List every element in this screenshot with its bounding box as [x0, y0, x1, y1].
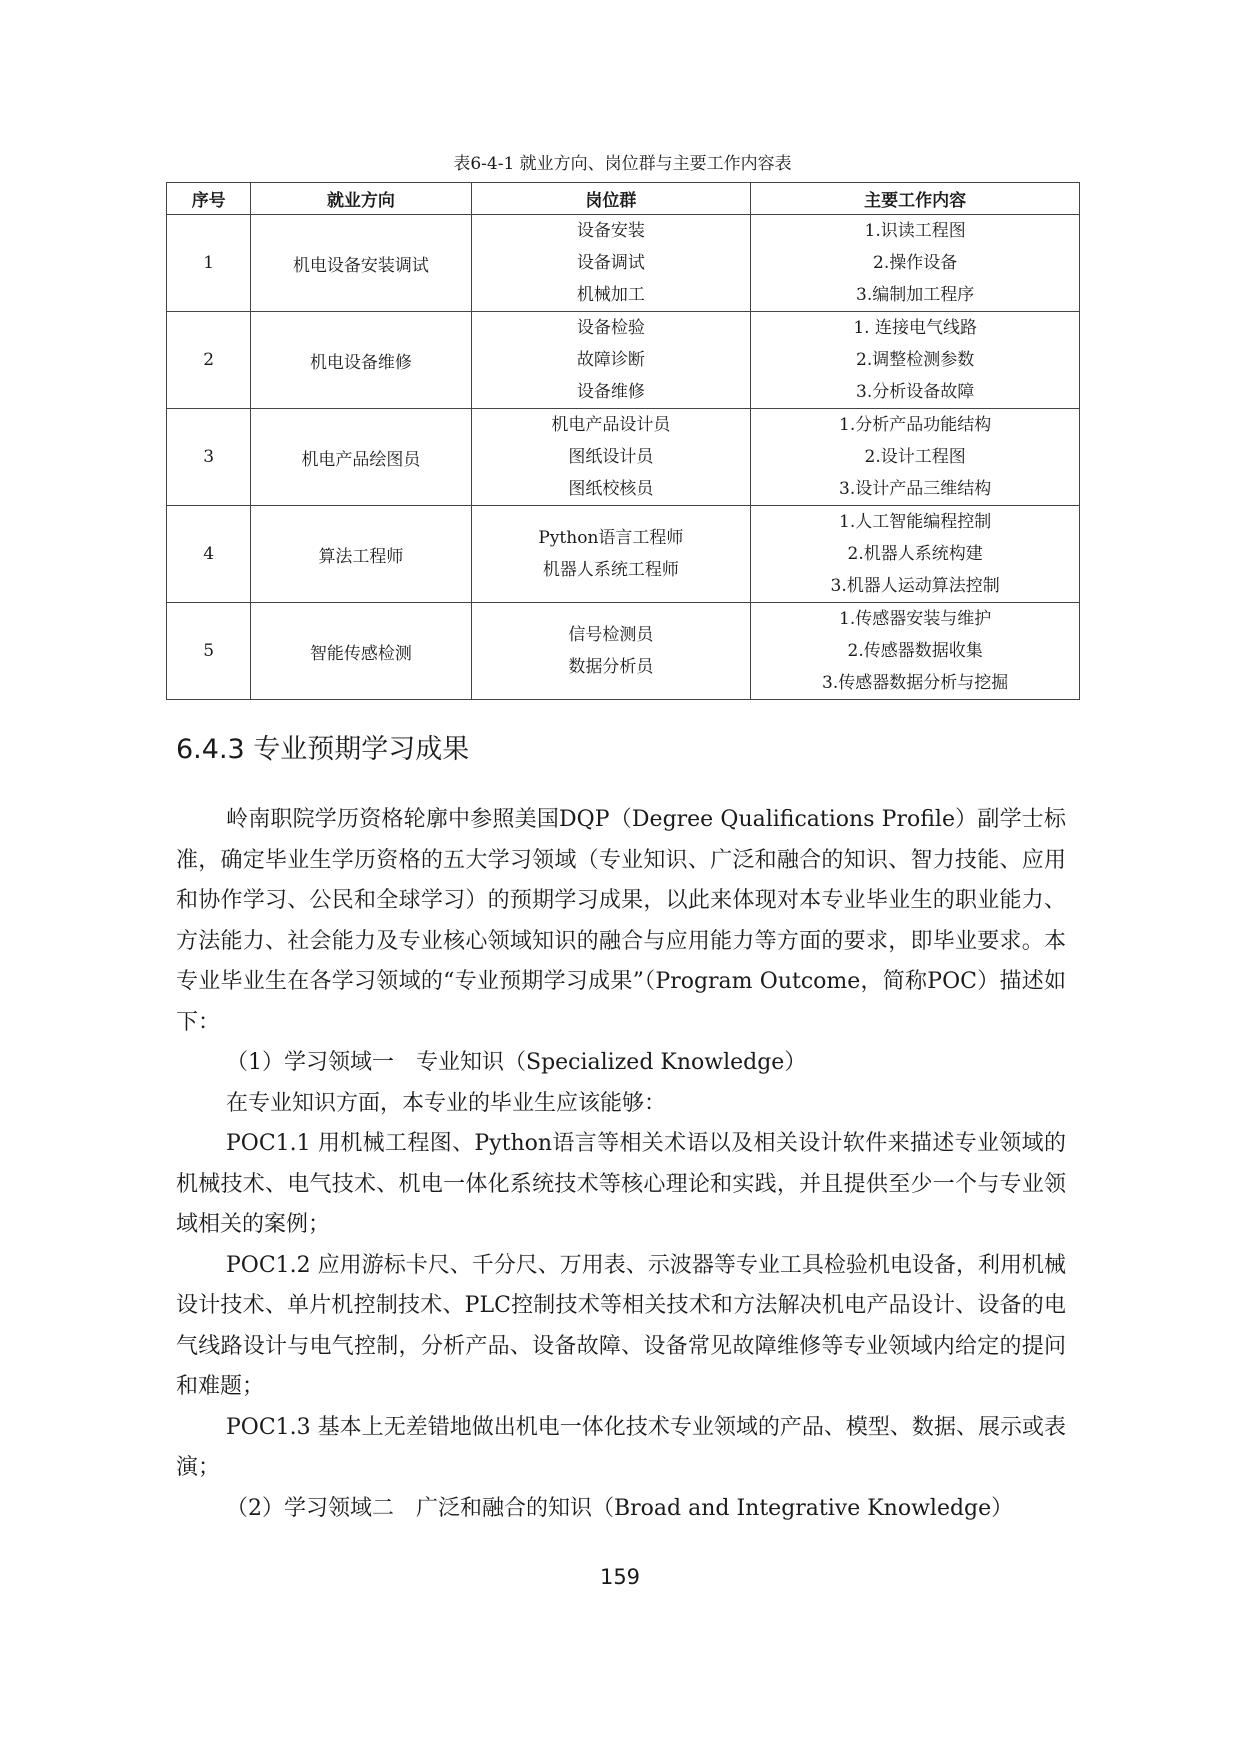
job-group-item: 设备安装 [576, 221, 645, 241]
job-group-item: 机电产品设计员 [551, 415, 671, 435]
cell-job-group [471, 312, 751, 409]
cell-direction: 机电设备安装调试 [251, 215, 471, 312]
work-item: 2.调整检测参数 [856, 350, 975, 370]
table-row [167, 409, 1080, 506]
header-direction: 就业方向 [251, 183, 471, 215]
body-text [176, 800, 1066, 1529]
job-group-item: 故障诊断 [576, 350, 645, 370]
job-group-item: 机器人系统工程师 [542, 560, 679, 580]
cell-direction: 智能传感检测 [251, 603, 471, 700]
work-item: 2.设计工程图 [864, 447, 966, 467]
cell-main-work [751, 312, 1080, 409]
job-group-item: 图纸校核员 [568, 479, 654, 499]
cell-direction: 机电产品绘图员 [251, 409, 471, 506]
cell-job-group [471, 506, 751, 603]
cell-main-work [751, 409, 1080, 506]
table-header-row [167, 183, 1080, 215]
job-group-item: 设备调试 [576, 253, 645, 273]
work-item: 3.传感器数据分析与挖掘 [822, 673, 1009, 693]
cell-job-group [471, 409, 751, 506]
table-row [167, 603, 1080, 700]
employment-table [166, 182, 1080, 700]
job-group-item: 图纸设计员 [568, 447, 654, 467]
cell-job-group [471, 603, 751, 700]
work-item: 1.人工智能编程控制 [839, 512, 992, 532]
table-row [167, 312, 1080, 409]
section-heading: 6.4.3 专业预期学习成果 [176, 734, 470, 765]
work-item: 2.操作设备 [873, 253, 958, 273]
work-item: 1.分析产品功能结构 [839, 415, 992, 435]
work-item: 3.分析设备故障 [856, 382, 975, 402]
header-main-work: 主要工作内容 [751, 183, 1080, 215]
work-item: 2.机器人系统构建 [847, 544, 983, 564]
job-group-item: 设备检验 [576, 318, 645, 338]
cell-number: 2 [167, 312, 251, 409]
work-item: 3.机器人运动算法控制 [830, 576, 1000, 596]
cell-number: 5 [167, 603, 251, 700]
cell-number: 3 [167, 409, 251, 506]
cell-main-work [751, 603, 1080, 700]
cell-direction: 算法工程师 [251, 506, 471, 603]
table-row [167, 506, 1080, 603]
job-group-item: 数据分析员 [568, 657, 654, 677]
header-job-group: 岗位群 [471, 183, 751, 215]
cell-main-work [751, 215, 1080, 312]
cell-number: 1 [167, 215, 251, 312]
work-item: 1.传感器安装与维护 [839, 609, 992, 629]
work-item: 1. 连接电气线路 [853, 318, 977, 338]
job-group-item: 信号检测员 [568, 625, 654, 645]
cell-job-group [471, 215, 751, 312]
learning-domain-1-heading: （1）学习领域一 专业知识（Specialized Knowledge） [226, 1050, 807, 1075]
page-number: 159 [599, 1565, 641, 1589]
job-group-item: Python语言工程师 [538, 528, 684, 548]
table-caption: 表6-4-1 就业方向、岗位群与主要工作内容表 [453, 154, 792, 174]
intro-paragraph: 岭南职院学历资格轮廓中参照美国DQP（Degree Qualifications Profile）副学士标准，确定毕业生学历资格的五大学习领域（专业知识、广泛和融合的知识、智力技能、应用和协作学习、公民和全球学习）的预期学习成果，以此来体现对本专业毕业生的职业能力、方法能力、社会能力及专业核心领域知识的融合与应用能力等方面的要求，即毕业要求。本专业毕业生在各学习领域的“专业预期学习成果”（Program Outcome，简称POC）描述如下： [176, 807, 1066, 1035]
work-item: 3.设计产品三维结构 [839, 479, 992, 499]
cell-main-work [751, 506, 1080, 603]
poc-1-2-paragraph: POC1.2 应用游标卡尺、千分尺、万用表、示波器等专业工具检验机电设备，利用机械设计技术、单片机控制技术、PLC控制技术等相关技术和方法解决机电产品设计、设备的电气线路设计与电气控制，分析产品、设备故障、设备常见故障维修等专业领域内给定的提问和难题； [176, 1252, 1066, 1399]
work-item: 3.编制加工程序 [856, 285, 975, 305]
job-group-item: 机械加工 [576, 285, 645, 305]
poc-1-3-paragraph: POC1.3 基本上无差错地做出机电一体化技术专业领域的产品、模型、数据、展示或表演； [176, 1414, 1066, 1480]
cell-direction: 机电设备维修 [251, 312, 471, 409]
table-row [167, 215, 1080, 312]
domain-1-lead-in: 在专业知识方面，本专业的毕业生应该能够： [226, 1090, 667, 1116]
poc-1-1-paragraph: POC1.1 用机械工程图、Python语言等相关术语以及相关设计软件来描述专业领域的机械技术、电气技术、机电一体化系统技术等核心理论和实践，并且提供至少一个与专业领域相关的案例； [176, 1131, 1066, 1237]
header-number: 序号 [167, 183, 251, 215]
work-item: 1.识读工程图 [864, 221, 966, 241]
work-item: 2.传感器数据收集 [847, 641, 983, 661]
learning-domain-2-heading: （2）学习领域二 广泛和融合的知识（Broad and Integrative Knowledge） [226, 1495, 1014, 1521]
cell-number: 4 [167, 506, 251, 603]
job-group-item: 设备维修 [576, 382, 645, 402]
